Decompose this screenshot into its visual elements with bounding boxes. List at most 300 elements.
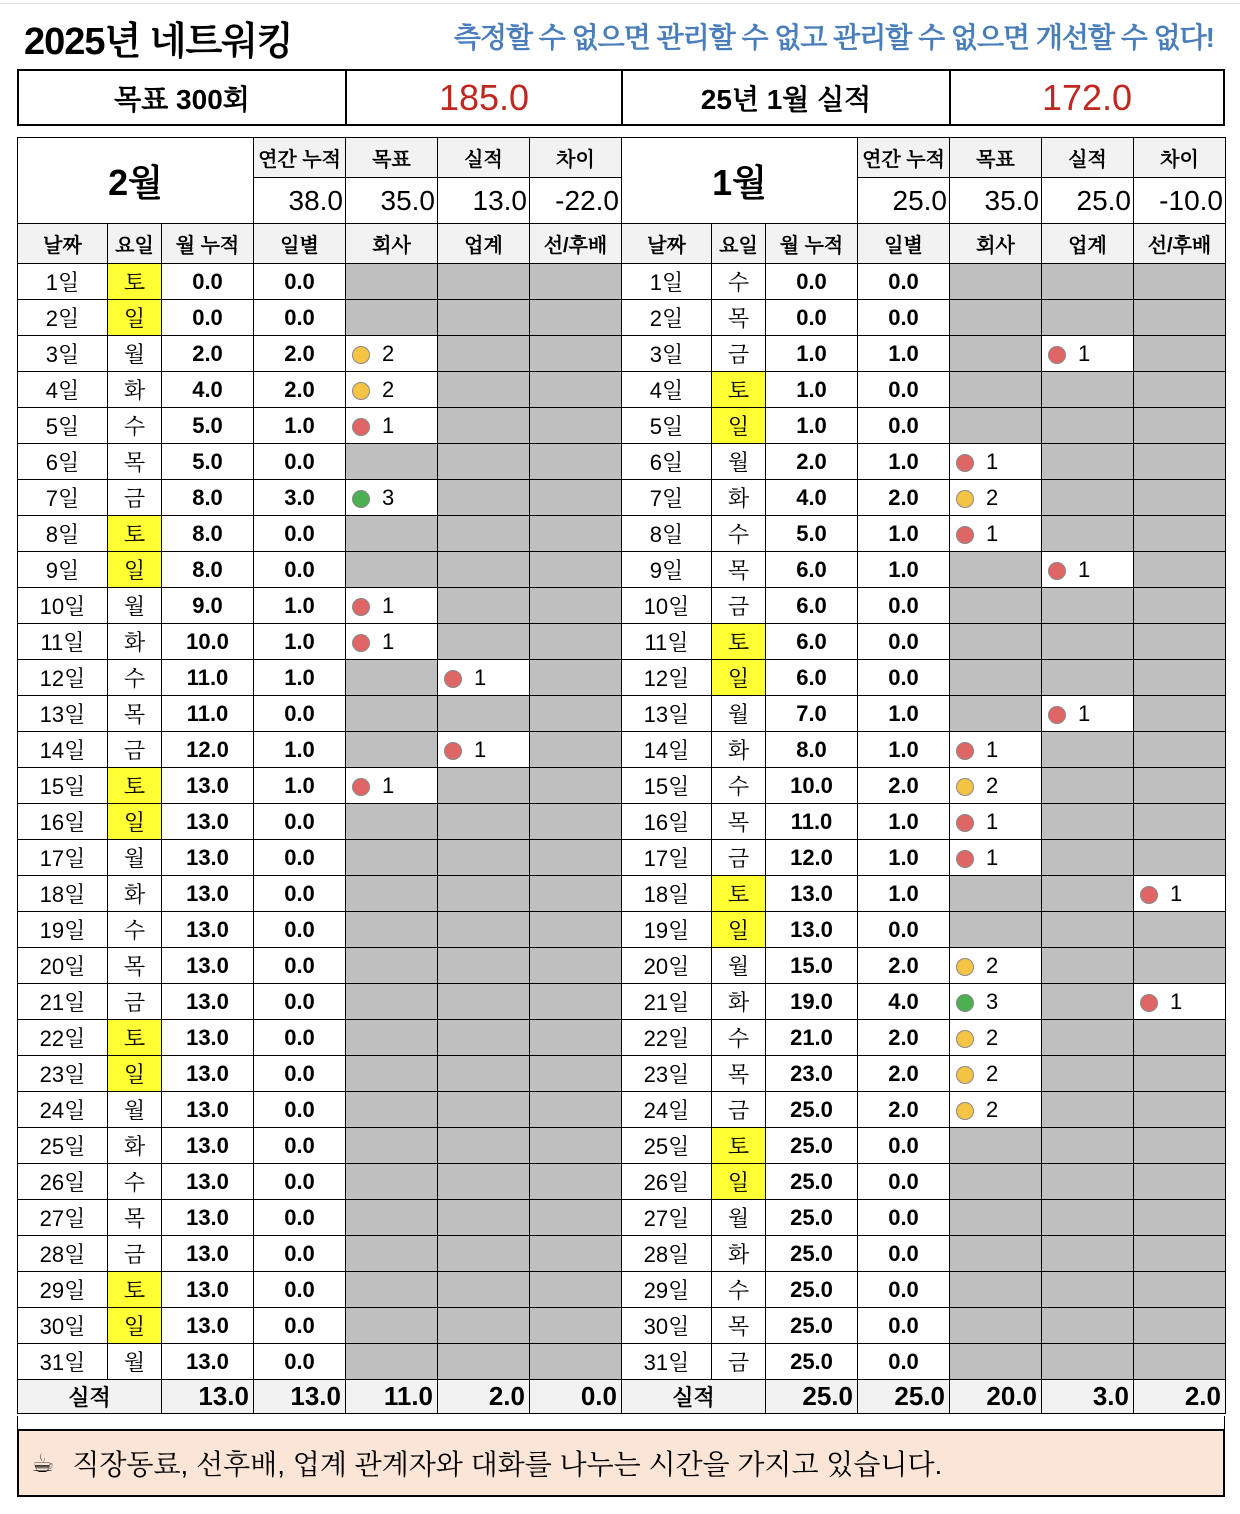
date-cell[interactable]: 9일 (18, 552, 108, 588)
industry-cell[interactable] (1042, 1308, 1134, 1344)
weekday-cell[interactable]: 목 (108, 444, 162, 480)
industry-cell[interactable] (438, 1020, 530, 1056)
date-cell[interactable]: 23일 (622, 1056, 712, 1092)
company-cell[interactable] (346, 588, 438, 624)
monthly-cum-cell[interactable]: 23.0 (766, 1056, 858, 1092)
company-cell[interactable] (950, 1056, 1042, 1092)
total-cum[interactable]: 13.0 (162, 1380, 254, 1414)
daily-cell[interactable]: 2.0 (254, 372, 346, 408)
date-cell[interactable]: 10일 (622, 588, 712, 624)
company-cell[interactable] (950, 588, 1042, 624)
total-senior[interactable]: 0.0 (530, 1380, 622, 1414)
monthly-cum-cell[interactable]: 10.0 (766, 768, 858, 804)
weekday-cell[interactable]: 토 (712, 372, 766, 408)
daily-cell[interactable]: 1.0 (858, 876, 950, 912)
industry-cell[interactable] (438, 1092, 530, 1128)
daily-cell[interactable]: 1.0 (858, 516, 950, 552)
company-cell[interactable] (950, 300, 1042, 336)
senior-cell[interactable] (1134, 588, 1226, 624)
industry-cell[interactable] (438, 840, 530, 876)
industry-cell[interactable] (1042, 624, 1134, 660)
company-cell[interactable] (346, 660, 438, 696)
daily-cell[interactable]: 0.0 (858, 588, 950, 624)
date-cell[interactable]: 2일 (18, 300, 108, 336)
weekday-cell[interactable]: 목 (712, 804, 766, 840)
industry-cell[interactable] (438, 552, 530, 588)
daily-cell[interactable]: 0.0 (858, 264, 950, 300)
company-cell[interactable] (346, 1308, 438, 1344)
weekday-cell[interactable]: 월 (712, 1200, 766, 1236)
monthly-cum-cell[interactable]: 2.0 (766, 444, 858, 480)
company-cell[interactable] (950, 1272, 1042, 1308)
weekday-cell[interactable]: 수 (712, 1272, 766, 1308)
senior-cell[interactable] (1134, 1020, 1226, 1056)
monthly-cum-cell[interactable]: 13.0 (162, 768, 254, 804)
senior-cell[interactable] (530, 1308, 622, 1344)
company-cell[interactable] (346, 1056, 438, 1092)
daily-cell[interactable]: 0.0 (254, 1092, 346, 1128)
weekday-cell[interactable]: 화 (108, 876, 162, 912)
weekday-cell[interactable]: 수 (108, 408, 162, 444)
weekday-cell[interactable]: 일 (712, 408, 766, 444)
date-cell[interactable]: 2일 (622, 300, 712, 336)
monthly-cum-cell[interactable]: 7.0 (766, 696, 858, 732)
weekday-cell[interactable]: 목 (712, 300, 766, 336)
monthly-cum-cell[interactable]: 13.0 (766, 876, 858, 912)
company-cell[interactable] (950, 1164, 1042, 1200)
date-cell[interactable]: 30일 (18, 1308, 108, 1344)
monthly-cum-cell[interactable]: 13.0 (162, 1200, 254, 1236)
weekday-cell[interactable]: 화 (712, 1236, 766, 1272)
senior-cell[interactable] (1134, 624, 1226, 660)
daily-cell[interactable]: 0.0 (858, 1308, 950, 1344)
weekday-cell[interactable]: 화 (712, 984, 766, 1020)
monthly-cum-cell[interactable]: 1.0 (766, 372, 858, 408)
company-cell[interactable] (950, 732, 1042, 768)
date-cell[interactable]: 31일 (622, 1344, 712, 1380)
weekday-cell[interactable]: 월 (712, 696, 766, 732)
date-cell[interactable]: 5일 (622, 408, 712, 444)
date-cell[interactable]: 18일 (18, 876, 108, 912)
senior-cell[interactable] (1134, 1272, 1226, 1308)
industry-cell[interactable] (438, 912, 530, 948)
annual-value[interactable]: 38.0 (254, 178, 346, 224)
senior-cell[interactable] (530, 480, 622, 516)
industry-cell[interactable] (438, 984, 530, 1020)
weekday-cell[interactable]: 월 (108, 840, 162, 876)
daily-cell[interactable]: 2.0 (858, 948, 950, 984)
date-cell[interactable]: 30일 (622, 1308, 712, 1344)
date-cell[interactable]: 1일 (18, 264, 108, 300)
industry-cell[interactable] (1042, 444, 1134, 480)
date-cell[interactable]: 20일 (622, 948, 712, 984)
industry-cell[interactable] (438, 516, 530, 552)
daily-cell[interactable]: 0.0 (254, 804, 346, 840)
company-cell[interactable] (346, 552, 438, 588)
weekday-cell[interactable]: 토 (108, 264, 162, 300)
daily-cell[interactable]: 1.0 (858, 696, 950, 732)
date-cell[interactable]: 21일 (18, 984, 108, 1020)
industry-cell[interactable] (1042, 1344, 1134, 1380)
date-cell[interactable]: 26일 (622, 1164, 712, 1200)
daily-cell[interactable]: 0.0 (858, 1128, 950, 1164)
weekday-cell[interactable]: 수 (712, 768, 766, 804)
industry-cell[interactable] (1042, 408, 1134, 444)
total-industry[interactable]: 2.0 (438, 1380, 530, 1414)
company-cell[interactable] (346, 1344, 438, 1380)
weekday-cell[interactable]: 일 (108, 300, 162, 336)
company-cell[interactable] (346, 264, 438, 300)
daily-cell[interactable]: 0.0 (254, 1200, 346, 1236)
date-cell[interactable]: 24일 (18, 1092, 108, 1128)
senior-cell[interactable] (530, 588, 622, 624)
senior-cell[interactable] (530, 444, 622, 480)
weekday-cell[interactable]: 화 (712, 732, 766, 768)
company-cell[interactable] (346, 840, 438, 876)
daily-cell[interactable]: 0.0 (254, 552, 346, 588)
weekday-cell[interactable]: 수 (712, 264, 766, 300)
industry-cell[interactable] (1042, 984, 1134, 1020)
daily-cell[interactable]: 2.0 (858, 1020, 950, 1056)
weekday-cell[interactable]: 일 (712, 1164, 766, 1200)
senior-cell[interactable] (530, 336, 622, 372)
monthly-cum-cell[interactable]: 13.0 (162, 804, 254, 840)
weekday-cell[interactable]: 월 (712, 948, 766, 984)
weekday-cell[interactable]: 토 (108, 516, 162, 552)
monthly-cum-cell[interactable]: 5.0 (162, 444, 254, 480)
senior-cell[interactable] (530, 624, 622, 660)
senior-cell[interactable] (1134, 336, 1226, 372)
industry-cell[interactable] (1042, 372, 1134, 408)
monthly-cum-cell[interactable]: 8.0 (766, 732, 858, 768)
daily-cell[interactable]: 0.0 (254, 444, 346, 480)
date-cell[interactable]: 17일 (622, 840, 712, 876)
senior-cell[interactable] (530, 372, 622, 408)
company-cell[interactable] (346, 1092, 438, 1128)
daily-cell[interactable]: 2.0 (858, 480, 950, 516)
daily-cell[interactable]: 0.0 (858, 300, 950, 336)
monthly-cum-cell[interactable]: 1.0 (766, 336, 858, 372)
company-cell[interactable] (346, 408, 438, 444)
monthly-cum-cell[interactable]: 11.0 (766, 804, 858, 840)
monthly-cum-cell[interactable]: 15.0 (766, 948, 858, 984)
weekday-cell[interactable]: 수 (712, 1020, 766, 1056)
senior-cell[interactable] (530, 1128, 622, 1164)
monthly-cum-cell[interactable]: 8.0 (162, 516, 254, 552)
daily-cell[interactable]: 0.0 (254, 1128, 346, 1164)
weekday-cell[interactable]: 목 (108, 696, 162, 732)
company-cell[interactable] (950, 264, 1042, 300)
total-daily[interactable]: 13.0 (254, 1380, 346, 1414)
monthly-cum-cell[interactable]: 8.0 (162, 552, 254, 588)
date-cell[interactable]: 16일 (18, 804, 108, 840)
senior-cell[interactable] (530, 1236, 622, 1272)
senior-cell[interactable] (530, 768, 622, 804)
monthly-cum-cell[interactable]: 13.0 (162, 1092, 254, 1128)
industry-cell[interactable] (1042, 1236, 1134, 1272)
monthly-cum-cell[interactable]: 6.0 (766, 660, 858, 696)
monthly-cum-cell[interactable]: 4.0 (766, 480, 858, 516)
senior-cell[interactable] (1134, 516, 1226, 552)
industry-cell[interactable] (438, 1236, 530, 1272)
monthly-cum-cell[interactable]: 13.0 (162, 876, 254, 912)
monthly-cum-cell[interactable]: 5.0 (766, 516, 858, 552)
company-cell[interactable] (346, 480, 438, 516)
weekday-cell[interactable]: 화 (108, 624, 162, 660)
date-cell[interactable]: 3일 (622, 336, 712, 372)
company-cell[interactable] (950, 624, 1042, 660)
daily-cell[interactable]: 0.0 (858, 1164, 950, 1200)
daily-cell[interactable]: 0.0 (858, 912, 950, 948)
daily-cell[interactable]: 0.0 (858, 1344, 950, 1380)
weekday-cell[interactable]: 수 (108, 1164, 162, 1200)
company-cell[interactable] (950, 876, 1042, 912)
monthly-cum-cell[interactable]: 9.0 (162, 588, 254, 624)
note-banner[interactable] (17, 1430, 1225, 1497)
weekday-cell[interactable]: 목 (712, 1056, 766, 1092)
daily-cell[interactable]: 2.0 (858, 768, 950, 804)
senior-cell[interactable] (530, 1272, 622, 1308)
date-cell[interactable]: 14일 (622, 732, 712, 768)
company-cell[interactable] (346, 804, 438, 840)
industry-cell[interactable] (1042, 732, 1134, 768)
target-value[interactable]: 35.0 (346, 178, 438, 224)
total-company[interactable]: 11.0 (346, 1380, 438, 1414)
weekday-cell[interactable]: 토 (712, 624, 766, 660)
industry-cell[interactable] (1042, 948, 1134, 984)
monthly-cum-cell[interactable]: 13.0 (162, 1272, 254, 1308)
date-cell[interactable]: 29일 (18, 1272, 108, 1308)
date-cell[interactable]: 9일 (622, 552, 712, 588)
industry-cell[interactable] (438, 588, 530, 624)
senior-cell[interactable] (1134, 1164, 1226, 1200)
month-name[interactable]: 2월 (18, 138, 254, 224)
industry-cell[interactable] (438, 1200, 530, 1236)
senior-cell[interactable] (1134, 1308, 1226, 1344)
industry-cell[interactable] (438, 1056, 530, 1092)
industry-cell[interactable] (1042, 1272, 1134, 1308)
date-cell[interactable]: 13일 (18, 696, 108, 732)
company-cell[interactable] (346, 696, 438, 732)
date-cell[interactable]: 16일 (622, 804, 712, 840)
monthly-cum-cell[interactable]: 0.0 (766, 264, 858, 300)
monthly-cum-cell[interactable]: 19.0 (766, 984, 858, 1020)
monthly-cum-cell[interactable]: 5.0 (162, 408, 254, 444)
date-cell[interactable]: 21일 (622, 984, 712, 1020)
industry-cell[interactable] (1042, 660, 1134, 696)
senior-cell[interactable] (530, 1092, 622, 1128)
industry-cell[interactable] (438, 1128, 530, 1164)
industry-cell[interactable] (1042, 336, 1134, 372)
weekday-cell[interactable]: 일 (108, 552, 162, 588)
company-cell[interactable] (346, 300, 438, 336)
date-cell[interactable]: 20일 (18, 948, 108, 984)
monthly-cum-cell[interactable]: 11.0 (162, 660, 254, 696)
monthly-cum-cell[interactable]: 25.0 (766, 1128, 858, 1164)
senior-cell[interactable] (1134, 732, 1226, 768)
company-cell[interactable] (346, 624, 438, 660)
actual-value[interactable]: 13.0 (438, 178, 530, 224)
weekday-cell[interactable]: 금 (108, 1236, 162, 1272)
company-cell[interactable] (950, 1020, 1042, 1056)
total-senior[interactable]: 2.0 (1134, 1380, 1226, 1414)
industry-cell[interactable] (438, 1344, 530, 1380)
date-cell[interactable]: 25일 (622, 1128, 712, 1164)
weekday-cell[interactable]: 금 (712, 588, 766, 624)
company-cell[interactable] (346, 1200, 438, 1236)
senior-cell[interactable] (1134, 948, 1226, 984)
senior-cell[interactable] (1134, 1092, 1226, 1128)
daily-cell[interactable]: 0.0 (858, 1200, 950, 1236)
senior-cell[interactable] (530, 660, 622, 696)
senior-cell[interactable] (1134, 1344, 1226, 1380)
monthly-cum-cell[interactable]: 13.0 (162, 1344, 254, 1380)
monthly-cum-cell[interactable]: 6.0 (766, 624, 858, 660)
daily-cell[interactable]: 0.0 (254, 1020, 346, 1056)
senior-cell[interactable] (530, 264, 622, 300)
daily-cell[interactable]: 1.0 (254, 732, 346, 768)
senior-cell[interactable] (1134, 444, 1226, 480)
company-cell[interactable] (950, 444, 1042, 480)
monthly-cum-cell[interactable]: 13.0 (162, 1020, 254, 1056)
daily-cell[interactable]: 2.0 (858, 1092, 950, 1128)
weekday-cell[interactable]: 일 (108, 1056, 162, 1092)
senior-cell[interactable] (530, 876, 622, 912)
goal-value[interactable]: 185.0 (347, 71, 623, 124)
monthly-cum-cell[interactable]: 13.0 (766, 912, 858, 948)
daily-cell[interactable]: 0.0 (254, 912, 346, 948)
weekday-cell[interactable]: 토 (712, 1128, 766, 1164)
weekday-cell[interactable]: 일 (108, 804, 162, 840)
company-cell[interactable] (346, 1272, 438, 1308)
company-cell[interactable] (950, 552, 1042, 588)
monthly-cum-cell[interactable]: 13.0 (162, 840, 254, 876)
monthly-cum-cell[interactable]: 13.0 (162, 1236, 254, 1272)
date-cell[interactable]: 8일 (622, 516, 712, 552)
senior-cell[interactable] (530, 516, 622, 552)
industry-cell[interactable] (1042, 1020, 1134, 1056)
goal-label[interactable]: 목표 300회 (19, 71, 347, 124)
senior-cell[interactable] (530, 1344, 622, 1380)
daily-cell[interactable]: 0.0 (254, 264, 346, 300)
weekday-cell[interactable]: 목 (108, 948, 162, 984)
daily-cell[interactable]: 0.0 (254, 1164, 346, 1200)
company-cell[interactable] (346, 1020, 438, 1056)
date-cell[interactable]: 11일 (18, 624, 108, 660)
monthly-cum-cell[interactable]: 0.0 (766, 300, 858, 336)
company-cell[interactable] (950, 1236, 1042, 1272)
weekday-cell[interactable]: 토 (108, 1020, 162, 1056)
monthly-cum-cell[interactable]: 25.0 (766, 1344, 858, 1380)
senior-cell[interactable] (1134, 372, 1226, 408)
senior-cell[interactable] (1134, 660, 1226, 696)
date-cell[interactable]: 28일 (18, 1236, 108, 1272)
weekday-cell[interactable]: 수 (108, 660, 162, 696)
monthly-cum-cell[interactable]: 25.0 (766, 1164, 858, 1200)
senior-cell[interactable] (1134, 696, 1226, 732)
monthly-cum-cell[interactable]: 11.0 (162, 696, 254, 732)
total-industry[interactable]: 3.0 (1042, 1380, 1134, 1414)
daily-cell[interactable]: 1.0 (858, 840, 950, 876)
date-cell[interactable]: 6일 (18, 444, 108, 480)
date-cell[interactable]: 17일 (18, 840, 108, 876)
weekday-cell[interactable]: 토 (108, 768, 162, 804)
date-cell[interactable]: 4일 (622, 372, 712, 408)
monthly-cum-cell[interactable]: 25.0 (766, 1236, 858, 1272)
weekday-cell[interactable]: 화 (108, 372, 162, 408)
daily-cell[interactable]: 1.0 (858, 444, 950, 480)
weekday-cell[interactable]: 월 (108, 1092, 162, 1128)
industry-cell[interactable] (438, 372, 530, 408)
monthly-cum-cell[interactable]: 6.0 (766, 588, 858, 624)
daily-cell[interactable]: 2.0 (254, 336, 346, 372)
company-cell[interactable] (950, 372, 1042, 408)
senior-cell[interactable] (530, 552, 622, 588)
industry-cell[interactable] (1042, 768, 1134, 804)
industry-cell[interactable] (438, 660, 530, 696)
total-company[interactable]: 20.0 (950, 1380, 1042, 1414)
industry-cell[interactable] (438, 336, 530, 372)
industry-cell[interactable] (1042, 1200, 1134, 1236)
daily-cell[interactable]: 1.0 (254, 624, 346, 660)
monthly-cum-cell[interactable]: 8.0 (162, 480, 254, 516)
monthly-cum-cell[interactable]: 13.0 (162, 984, 254, 1020)
weekday-cell[interactable]: 금 (108, 732, 162, 768)
company-cell[interactable] (346, 1164, 438, 1200)
date-cell[interactable]: 6일 (622, 444, 712, 480)
daily-cell[interactable]: 1.0 (254, 588, 346, 624)
company-cell[interactable] (346, 336, 438, 372)
weekday-cell[interactable]: 금 (108, 480, 162, 516)
weekday-cell[interactable]: 수 (712, 516, 766, 552)
date-cell[interactable]: 27일 (622, 1200, 712, 1236)
date-cell[interactable]: 22일 (18, 1020, 108, 1056)
weekday-cell[interactable]: 목 (712, 552, 766, 588)
date-cell[interactable]: 29일 (622, 1272, 712, 1308)
senior-cell[interactable] (1134, 1200, 1226, 1236)
daily-cell[interactable]: 0.0 (858, 624, 950, 660)
daily-cell[interactable]: 0.0 (254, 300, 346, 336)
monthly-cum-cell[interactable]: 4.0 (162, 372, 254, 408)
industry-cell[interactable] (438, 1272, 530, 1308)
company-cell[interactable] (346, 516, 438, 552)
weekday-cell[interactable]: 일 (108, 1308, 162, 1344)
senior-cell[interactable] (1134, 264, 1226, 300)
industry-cell[interactable] (1042, 1164, 1134, 1200)
diff-value[interactable]: -22.0 (530, 178, 622, 224)
industry-cell[interactable] (1042, 552, 1134, 588)
company-cell[interactable] (950, 516, 1042, 552)
daily-cell[interactable]: 0.0 (254, 840, 346, 876)
senior-cell[interactable] (530, 1020, 622, 1056)
senior-cell[interactable] (530, 948, 622, 984)
total-cum[interactable]: 25.0 (766, 1380, 858, 1414)
monthly-cum-cell[interactable]: 13.0 (162, 1308, 254, 1344)
industry-cell[interactable] (1042, 876, 1134, 912)
company-cell[interactable] (950, 1200, 1042, 1236)
weekday-cell[interactable]: 화 (108, 1128, 162, 1164)
industry-cell[interactable] (1042, 912, 1134, 948)
company-cell[interactable] (346, 1128, 438, 1164)
date-cell[interactable]: 4일 (18, 372, 108, 408)
senior-cell[interactable] (530, 804, 622, 840)
monthly-cum-cell[interactable]: 13.0 (162, 1128, 254, 1164)
industry-cell[interactable] (1042, 480, 1134, 516)
monthly-cum-cell[interactable]: 10.0 (162, 624, 254, 660)
monthly-cum-cell[interactable]: 13.0 (162, 1164, 254, 1200)
company-cell[interactable] (346, 732, 438, 768)
daily-cell[interactable]: 0.0 (254, 696, 346, 732)
